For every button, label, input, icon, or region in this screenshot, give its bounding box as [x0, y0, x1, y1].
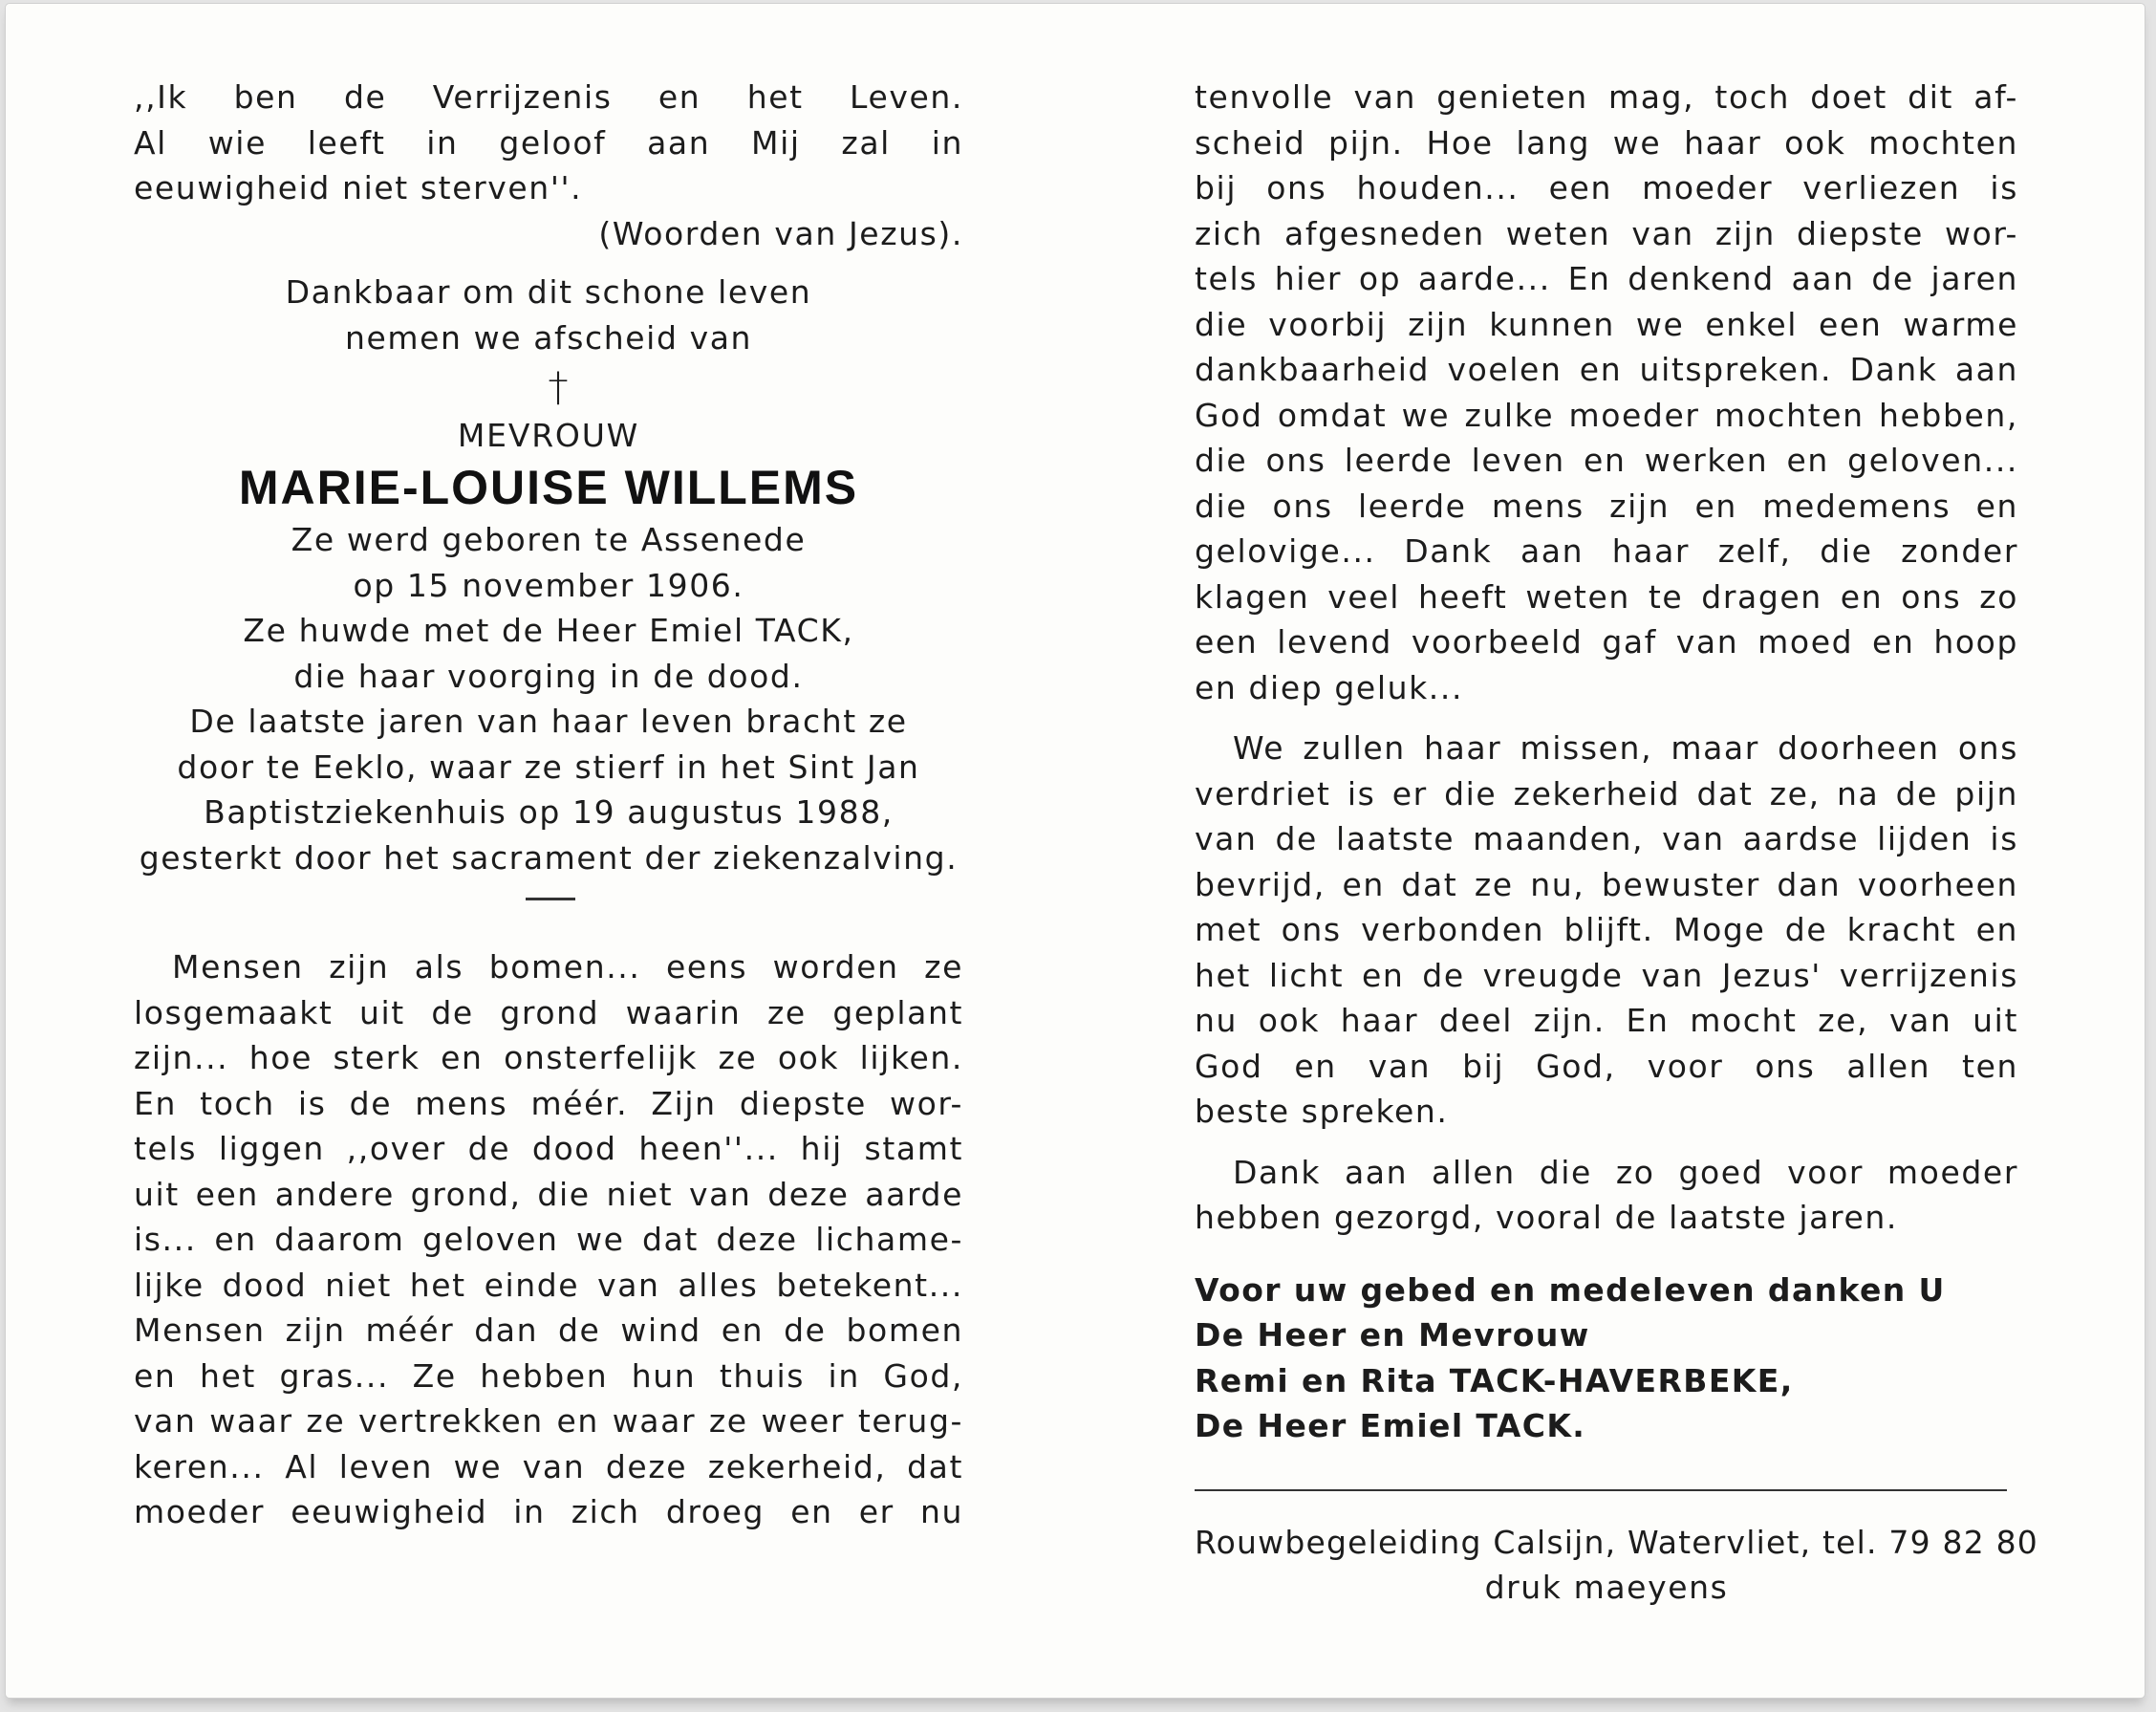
printer-footer	[1195, 1520, 2038, 1611]
text-line: tels liggen ,,over de dood heen''... hij stamt	[134, 1130, 963, 1167]
cross-icon: †	[548, 363, 569, 410]
text-line: die ons leerde mens zijn en medemens en	[1195, 487, 2018, 525]
text-line: een levend voorbeeld gaf van moed en hoop	[1195, 623, 2018, 661]
bio-line: die haar voorging in de dood.	[293, 657, 804, 695]
printer-name: druk maeyens	[1484, 1569, 1729, 1606]
intro-line: Dankbaar om dit schone leven	[285, 273, 812, 311]
paragraph-2	[1195, 726, 2018, 1135]
text-line: die voorbij zijn kunnen we enkel een warme	[1195, 305, 2018, 343]
thanks-line: De Heer Emiel TACK.	[1195, 1407, 1586, 1444]
text-line: van de laatste maanden, van aardse lijden is	[1195, 820, 2018, 857]
quote-line: eeuwigheid niet sterven''.	[134, 169, 583, 206]
left-column	[134, 75, 963, 1535]
reflection-text	[134, 944, 963, 1535]
bio-line: Baptistziekenhuis op 19 augustus 1988,	[204, 793, 894, 831]
intro	[134, 270, 963, 360]
intro-line: nemen we afscheid van	[344, 318, 753, 357]
text-line: moeder eeuwigheid in zich droeg en er nu	[134, 1493, 963, 1530]
text-line: hebben gezorgd, vooral de laatste jaren.	[1195, 1199, 1898, 1236]
text-line: beste spreken.	[1195, 1093, 1449, 1130]
deceased-name: MARIE-LOUISE WILLEMS	[238, 461, 859, 514]
text-line: gelovige... Dank aan haar zelf, die zonder	[1195, 532, 2018, 570]
text-line: Mensen zijn méér dan de wind en de bomen	[134, 1311, 963, 1349]
text-line: het licht en de vreugde van Jezus' verrijzenis	[1195, 956, 2018, 994]
funeral-director: Rouwbegeleiding Calsijn, Watervliet, tel. 79 82 80	[1195, 1523, 2038, 1561]
text-line: van waar ze vertrekken en waar ze weer terug-	[134, 1402, 963, 1440]
divider	[526, 898, 575, 900]
text-line: tenvolle van genieten mag, toch doet dit af-	[1195, 78, 2018, 116]
text-line: zich afgesneden weten van zijn diepste wor-	[1195, 214, 2018, 252]
text-line: tels hier op aarde... En denkend aan de jaren	[1195, 260, 2018, 297]
bio-line: door te Eeklo, waar ze stierf in het Sint Jan	[177, 748, 920, 786]
bio-line: gesterkt door het sacrament der ziekenzalving.	[139, 838, 959, 877]
memorial-card	[6, 4, 2145, 1698]
text-line: Mensen zijn als bomen... eens worden ze	[172, 948, 963, 986]
paragraph-3	[1195, 1150, 2018, 1241]
text-line: dankbaarheid voelen en uitspreken. Dank aan	[1195, 351, 2018, 388]
text-line: We zullen haar missen, maar doorheen ons	[1233, 729, 2018, 767]
bible-quote	[134, 75, 963, 256]
bio-line: Ze werd geboren te Assenede	[291, 521, 807, 558]
text-line: En toch is de mens méér. Zijn diepste wor-	[134, 1084, 963, 1122]
text-line: nu ook haar deel zijn. En mocht ze, van uit	[1195, 1002, 2018, 1039]
text-line: God omdat we zulke moeder mochten hebben,	[1195, 396, 2018, 434]
text-line: zijn... hoe sterk en onsterfelijk ze ook lijken.	[134, 1039, 963, 1076]
text-line: bevrijd, en dat ze nu, bewuster dan voorheen	[1195, 865, 2018, 903]
bio-line: Ze huwde met de Heer Emiel TACK,	[243, 612, 854, 649]
text-line: bij ons houden... een moeder verliezen is	[1195, 169, 2018, 206]
thanks-line: Voor uw gebed en medeleven danken U	[1195, 1270, 1946, 1309]
text-line: God en van bij God, voor ons allen ten	[1195, 1047, 2018, 1085]
text-line: is... en daarom geloven we dat deze lichame-	[134, 1221, 963, 1258]
text-line: scheid pijn. Hoe lang we haar ook mochten	[1195, 123, 2018, 162]
bio-line: De laatste jaren van haar leven bracht ze	[189, 703, 908, 740]
bio-line: op 15 november 1906.	[353, 566, 744, 604]
text-line: die ons leerde leven en werken en geloven...	[1195, 442, 2018, 479]
text-line: klagen veel heeft weten te dragen en ons zo	[1195, 577, 2018, 616]
text-line: met ons verbonden blijft. Moge de kracht en	[1195, 911, 2018, 948]
quote-source: (Woorden van Jezus).	[598, 214, 963, 252]
text-line: en diep geluk...	[1195, 668, 1464, 706]
thanks-block	[1195, 1268, 2018, 1449]
text-line: uit een andere grond, die niet van deze aarde	[134, 1175, 963, 1213]
text-line: Dank aan allen die zo goed voor moeder	[1233, 1153, 2018, 1191]
paragraph-1	[1195, 75, 2018, 710]
quote-line: ,,Ik ben de Verrijzenis en het Leven.	[134, 78, 963, 116]
text-line: losgemaakt uit de grond waarin ze geplant	[134, 993, 963, 1031]
text-line: lijke dood niet het einde van alles betekent...	[134, 1266, 963, 1304]
text-line: keren... Al leven we van deze zekerheid, dat	[134, 1447, 963, 1485]
biography	[134, 517, 963, 880]
footer-rule	[1195, 1489, 2007, 1491]
right-column	[1195, 75, 2038, 1611]
thanks-line: Remi en Rita TACK-HAVERBEKE,	[1195, 1361, 1794, 1399]
title-mevrouw: MEVROUW	[457, 417, 640, 454]
text-line: verdriet is er die zekerheid dat ze, na de pijn	[1195, 774, 2018, 813]
quote-line: Al wie leeft in geloof aan Mij zal in	[134, 123, 963, 162]
text-line: en het gras... Ze hebben hun thuis in God,	[134, 1356, 963, 1395]
thanks-line: De Heer en Mevrouw	[1195, 1316, 1590, 1354]
